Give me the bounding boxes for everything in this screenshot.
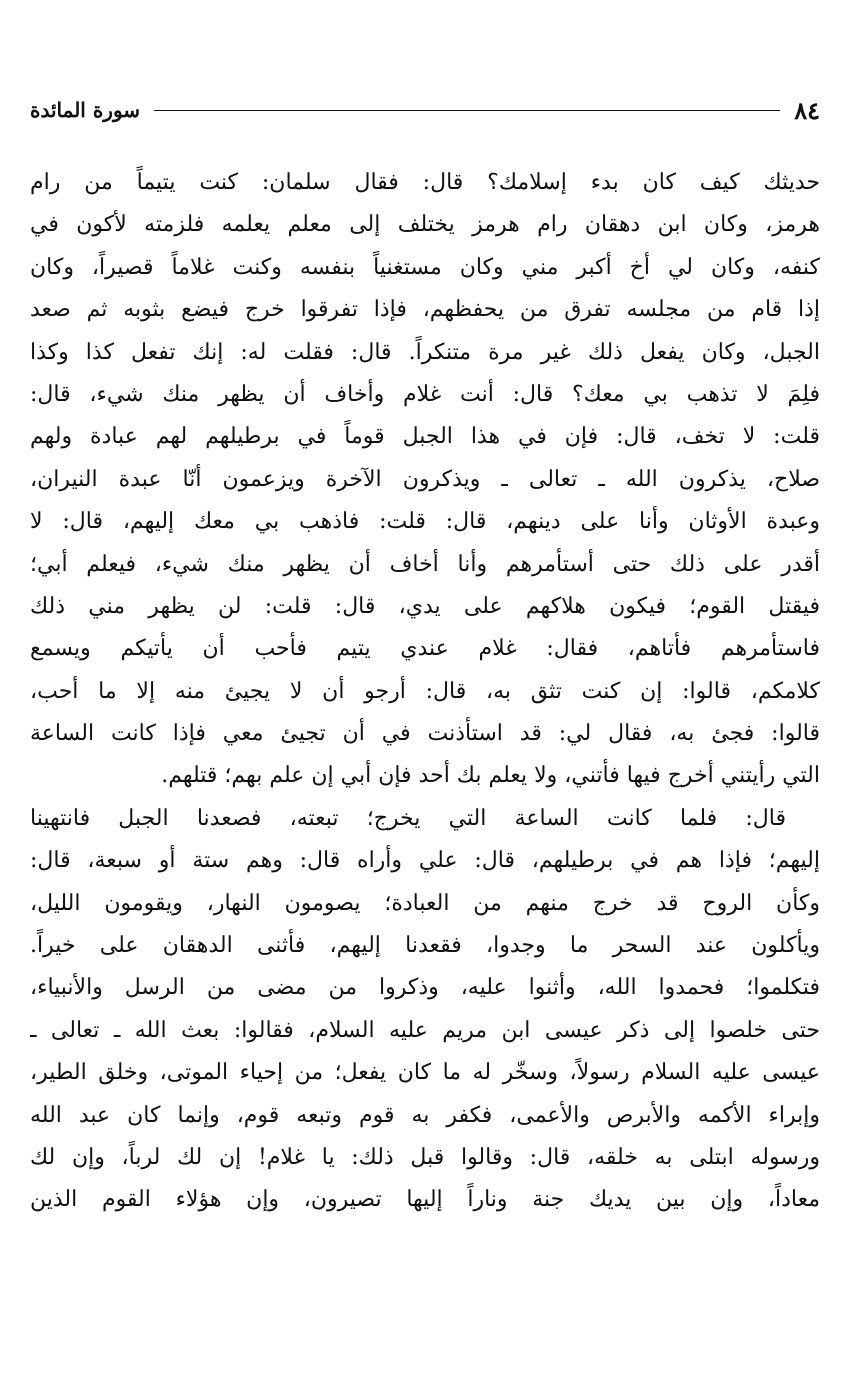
text-line: قلت: لا تخف، قال: فإن في هذا الجبل قوماً في برطيلهم لهم عبادة ولهم <box>30 424 820 450</box>
text-line: هرمز، وكان ابن دهقان رام هرمز يختلف إلى معلم يعلمه فلزمته لأكون في <box>30 212 820 238</box>
text-line: ورسوله ابتلى به خلقه، قال: وقالوا قبل ذلك: يا غلام! إن لك لرباً، وإن لك <box>30 1144 820 1170</box>
text-line: أقدر على ذلك حتى أستأمرهم وأنا أخاف أن يظهر منك شيء، فيعلم أبي؛ <box>30 551 820 577</box>
text-line: إليهم؛ فإذا هم في برطيلهم، قال: علي وأراه قال: وهم ستة أو سبعة، قال: <box>30 848 820 874</box>
header-rule <box>154 110 780 111</box>
text-line: فيقتل القوم؛ فيكون هلاكهم على يدي، قال: قلت: لن يظهر مني ذلك <box>30 593 820 619</box>
text-line: فاستأمرهم فأتاهم، فقال: غلام عندي يتيم فأحب أن يأتيكم ويسمع <box>30 636 820 662</box>
text-line: قال: فلما كانت الساعة التي يخرج؛ تبعته، فصعدنا الجبل فانتهينا <box>30 805 786 831</box>
text-line: وكأن الروح قد خرج منهم من العبادة؛ يصومون النهار، ويقومون الليل، <box>30 890 820 916</box>
text-line: وعبدة الأوثان وأنا على دينهم، قال: قلت: فاذهب بي معك إليهم، قال: لا <box>30 509 820 535</box>
text-line: الجبل، وكان يفعل ذلك غير مرة متنكراً. قال: فقلت له: إنك تفعل كذا وكذا <box>30 339 820 365</box>
text-line: إذا قام من مجلسه تفرق من يحفظهم، فإذا تفرقوا خرج فيضع بثوبه ثم صعد <box>30 297 820 323</box>
text-line: حتى خلصوا إلى ذكر عيسى ابن مريم عليه السلام، فقالوا: بعث الله ـ تعالى ـ <box>30 1017 820 1043</box>
text-line: معاداً، وإن بين يديك جنة وناراً إليها تصيرون، وإن هؤلاء القوم الذين <box>30 1187 820 1213</box>
text-line: صلاح، يذكرون الله ـ تعالى ـ ويذكرون الآخرة ويزعمون أنّا عبدة النيران، <box>30 466 820 492</box>
page-number: ٨٤ <box>794 95 820 125</box>
text-line: كنفه، وكان لي أخ أكبر مني وكان مستغنياً بنفسه وكنت غلاماً قصيراً، وكان <box>30 254 820 280</box>
text-line: عيسى عليه السلام رسولاً، وسخّر له ما كان يفعل؛ من إحياء الموتى، وخلق الطير، <box>30 1060 820 1086</box>
text-line: التي رأيتني أخرج فيها فأتني، ولا يعلم بك أحد فإن أبي إن علم بهم؛ قتلهم. <box>161 763 820 789</box>
text-line: وإبراء الأكمه والأبرص والأعمى، فكفر به قوم وتبعه قوم، وإنما كان عبد الله <box>30 1102 820 1128</box>
body-text <box>30 162 820 1222</box>
text-line: فتكلموا؛ فحمدوا الله، وأثنوا عليه، وذكروا من مضى من الرسل والأنبياء، <box>30 975 820 1001</box>
text-line: كلامكم، قالوا: إن كنت تثق به، قال: أرجو أن لا يجيئ منه إلا ما أحب، <box>30 678 820 704</box>
running-head <box>30 92 820 128</box>
text-line: ويأكلون عند السحر ما وجدوا، فقعدنا إليهم، فأثنى الدهقان على خيراً. <box>30 933 820 959</box>
surah-title: سورة المائدة <box>30 98 141 122</box>
text-line: فلِمَ لا تذهب بي معك؟ قال: أنت غلام وأخاف أن يظهر منك شيء، قال: <box>30 381 820 407</box>
text-line: قالوا: فجئ به، فقال لي: قد استأذنت في أن تجيئ معي فإذا كانت الساعة <box>30 721 820 747</box>
text-line: حديثك كيف كان بدء إسلامك؟ قال: فقال سلمان: كنت يتيماً من رام <box>30 170 820 195</box>
book-page <box>30 70 820 1360</box>
